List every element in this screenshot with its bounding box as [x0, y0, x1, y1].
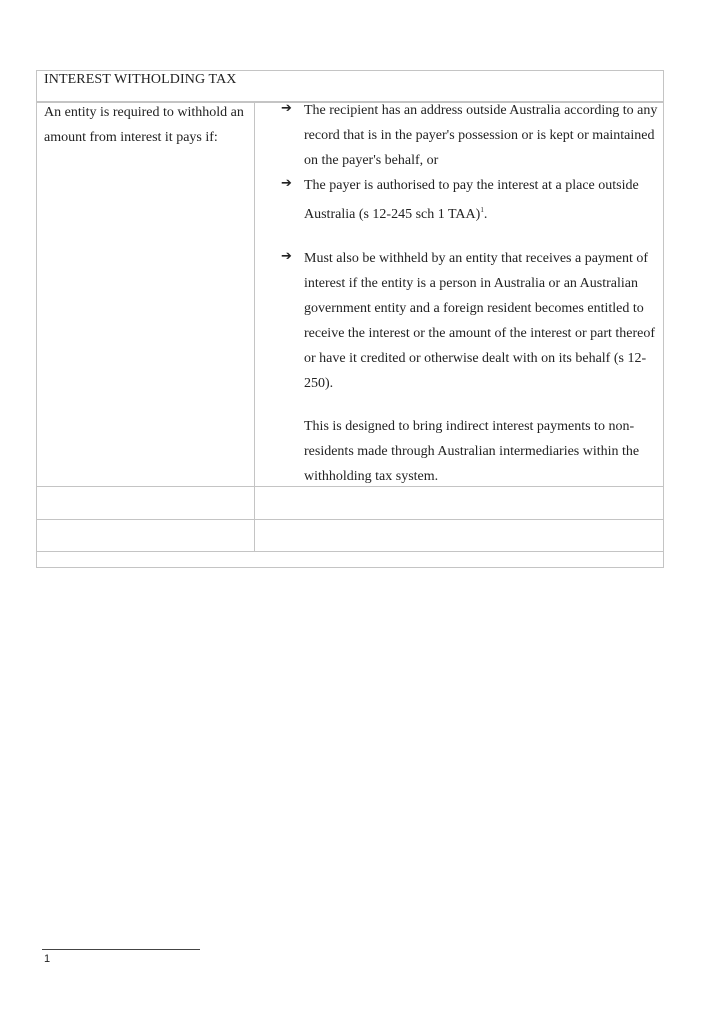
- bullet-item-place: [281, 173, 661, 227]
- bullet-item-intermediary: [281, 246, 661, 396]
- paragraph-text: This is designed to bring indirect interest payments to non-residents made through Australian intermediaries within the withholding tax system.: [304, 419, 640, 484]
- arrow-right-icon: ➔: [281, 176, 292, 191]
- bullet-text: The payer is authorised to pay the interest at a place outside Australia (s 12-245 sch 1 TAA): [304, 178, 639, 222]
- bullet-text: Must also be withheld by an entity that receives a payment of interest if the entity is a person in Australia or an Australian government entity and a foreign resident becomes entitled to receive the interest or the amount of the interest or part thereof or have it credited or otherwise dealt with on its behalf (s 12-250).: [304, 251, 656, 391]
- column-divider: [254, 102, 255, 551]
- footnote-number: 1: [44, 953, 51, 965]
- table-title: INTEREST WITHOLDING TAX: [44, 72, 237, 87]
- interest-withholding-table: [36, 70, 664, 568]
- row-divider: [37, 551, 663, 552]
- row-divider: [37, 519, 663, 520]
- bullet-text-end: .: [483, 207, 488, 222]
- footnote-separator: [42, 949, 200, 950]
- bullet-text: The recipient has an address outside Australia according to any record that is in the payer's possession or is kept or maintained on the payer's behalf, or: [304, 103, 658, 168]
- arrow-right-icon: ➔: [281, 101, 292, 116]
- explanation-paragraph: [281, 414, 661, 489]
- bullet-item-address: [281, 98, 661, 173]
- condition-text: An entity is required to withhold an amount from interest it pays if:: [44, 105, 244, 145]
- footnote-reference[interactable]: 1: [480, 206, 484, 214]
- arrow-right-icon: ➔: [281, 249, 292, 264]
